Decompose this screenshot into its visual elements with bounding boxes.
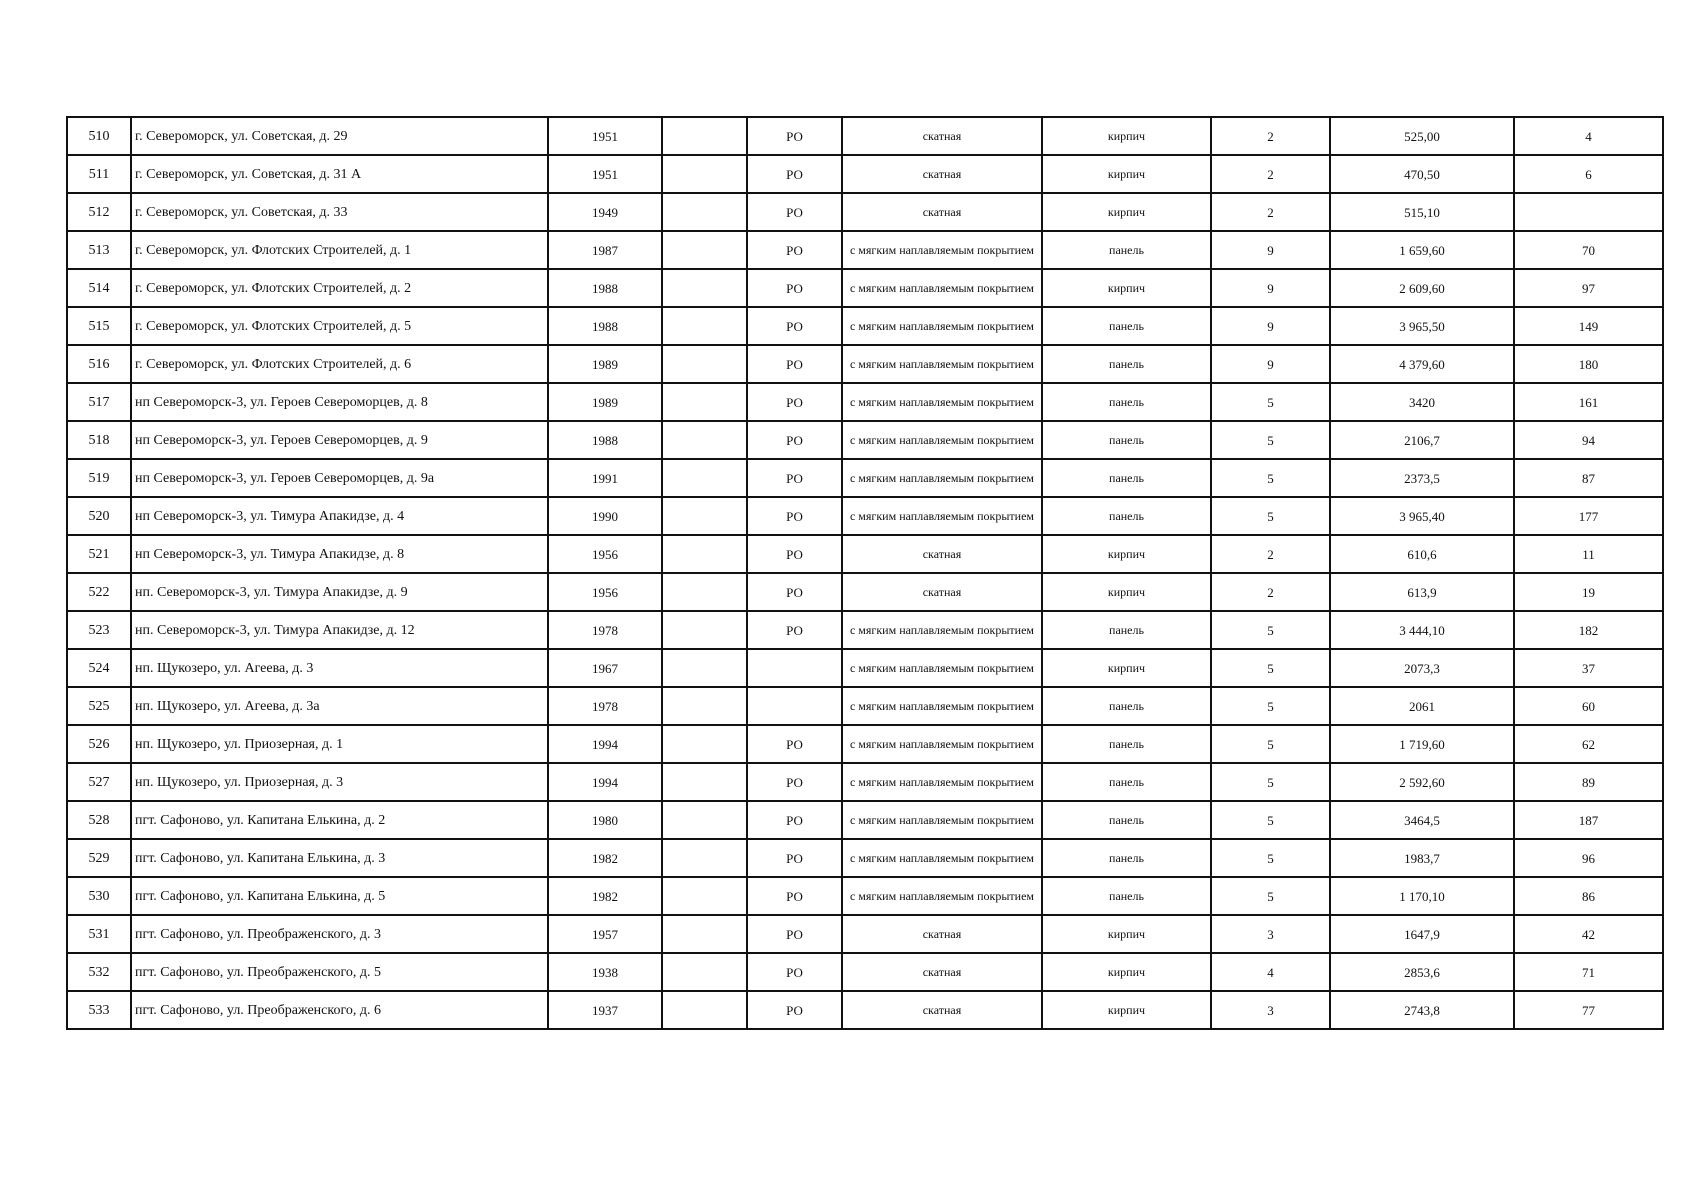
residents-cell: 149 — [1514, 307, 1663, 345]
residents-cell: 86 — [1514, 877, 1663, 915]
year-cell: 1956 — [548, 535, 662, 573]
empty-cell — [662, 839, 747, 877]
area-cell: 2061 — [1330, 687, 1514, 725]
row-number-cell: 522 — [67, 573, 131, 611]
floors-cell: 2 — [1211, 535, 1330, 573]
residents-cell: 77 — [1514, 991, 1663, 1029]
empty-cell — [662, 155, 747, 193]
roof-type-cell: с мягким наплавляемым покрытием — [842, 611, 1042, 649]
wall-material-cell: панель — [1042, 383, 1211, 421]
year-cell: 1988 — [548, 269, 662, 307]
area-cell: 2 592,60 — [1330, 763, 1514, 801]
roof-type-cell: с мягким наплавляемым покрытием — [842, 307, 1042, 345]
table-row — [67, 535, 1663, 573]
table-row — [67, 763, 1663, 801]
empty-cell — [662, 573, 747, 611]
floors-cell: 5 — [1211, 649, 1330, 687]
program-cell: РО — [747, 193, 842, 231]
floors-cell: 5 — [1211, 687, 1330, 725]
address-cell: нп. Щукозеро, ул. Агеева, д. 3 — [131, 649, 548, 687]
wall-material-cell: кирпич — [1042, 991, 1211, 1029]
residents-cell: 11 — [1514, 535, 1663, 573]
row-number-cell: 513 — [67, 231, 131, 269]
residents-cell: 42 — [1514, 915, 1663, 953]
roof-type-cell: с мягким наплавляемым покрытием — [842, 459, 1042, 497]
year-cell: 1988 — [548, 307, 662, 345]
roof-type-cell: с мягким наплавляемым покрытием — [842, 383, 1042, 421]
program-cell: РО — [747, 953, 842, 991]
area-cell: 3 444,10 — [1330, 611, 1514, 649]
residents-cell: 89 — [1514, 763, 1663, 801]
row-number-cell: 533 — [67, 991, 131, 1029]
row-number-cell: 525 — [67, 687, 131, 725]
year-cell: 1982 — [548, 877, 662, 915]
row-number-cell: 518 — [67, 421, 131, 459]
area-cell: 4 379,60 — [1330, 345, 1514, 383]
empty-cell — [662, 877, 747, 915]
wall-material-cell: кирпич — [1042, 649, 1211, 687]
address-cell: г. Североморск, ул. Флотских Строителей, д. 1 — [131, 231, 548, 269]
wall-material-cell: панель — [1042, 421, 1211, 459]
roof-type-cell: с мягким наплавляемым покрытием — [842, 687, 1042, 725]
roof-type-cell: с мягким наплавляемым покрытием — [842, 421, 1042, 459]
address-cell: нп Североморск-3, ул. Тимура Апакидзе, д. 8 — [131, 535, 548, 573]
row-number-cell: 512 — [67, 193, 131, 231]
program-cell: РО — [747, 345, 842, 383]
wall-material-cell: панель — [1042, 497, 1211, 535]
address-cell: г. Североморск, ул. Советская, д. 29 — [131, 117, 548, 155]
floors-cell: 5 — [1211, 763, 1330, 801]
year-cell: 1994 — [548, 763, 662, 801]
empty-cell — [662, 497, 747, 535]
wall-material-cell: кирпич — [1042, 269, 1211, 307]
table-row — [67, 383, 1663, 421]
year-cell: 1956 — [548, 573, 662, 611]
wall-material-cell: панель — [1042, 307, 1211, 345]
empty-cell — [662, 687, 747, 725]
floors-cell: 5 — [1211, 459, 1330, 497]
empty-cell — [662, 725, 747, 763]
row-number-cell: 524 — [67, 649, 131, 687]
table-row — [67, 345, 1663, 383]
year-cell: 1951 — [548, 117, 662, 155]
roof-type-cell: с мягким наплавляемым покрытием — [842, 877, 1042, 915]
roof-type-cell: с мягким наплавляемым покрытием — [842, 839, 1042, 877]
table-row — [67, 991, 1663, 1029]
table-row — [67, 611, 1663, 649]
address-cell: пгт. Сафоново, ул. Преображенского, д. 6 — [131, 991, 548, 1029]
floors-cell: 9 — [1211, 231, 1330, 269]
roof-type-cell: скатная — [842, 155, 1042, 193]
floors-cell: 4 — [1211, 953, 1330, 991]
table-row — [67, 459, 1663, 497]
floors-cell: 2 — [1211, 155, 1330, 193]
area-cell: 3420 — [1330, 383, 1514, 421]
year-cell: 1951 — [548, 155, 662, 193]
table-body — [67, 117, 1663, 1029]
area-cell: 1647,9 — [1330, 915, 1514, 953]
wall-material-cell: панель — [1042, 611, 1211, 649]
wall-material-cell: кирпич — [1042, 573, 1211, 611]
address-cell: нп. Щукозеро, ул. Приозерная, д. 3 — [131, 763, 548, 801]
year-cell: 1967 — [548, 649, 662, 687]
area-cell: 525,00 — [1330, 117, 1514, 155]
table-row — [67, 155, 1663, 193]
year-cell: 1989 — [548, 345, 662, 383]
wall-material-cell: панель — [1042, 459, 1211, 497]
program-cell: РО — [747, 611, 842, 649]
wall-material-cell: кирпич — [1042, 535, 1211, 573]
row-number-cell: 517 — [67, 383, 131, 421]
floors-cell: 9 — [1211, 345, 1330, 383]
area-cell: 3 965,40 — [1330, 497, 1514, 535]
address-cell: г. Североморск, ул. Флотских Строителей, д. 5 — [131, 307, 548, 345]
row-number-cell: 520 — [67, 497, 131, 535]
wall-material-cell: панель — [1042, 839, 1211, 877]
wall-material-cell: панель — [1042, 231, 1211, 269]
row-number-cell: 519 — [67, 459, 131, 497]
table-row — [67, 839, 1663, 877]
empty-cell — [662, 345, 747, 383]
year-cell: 1938 — [548, 953, 662, 991]
row-number-cell: 516 — [67, 345, 131, 383]
program-cell: РО — [747, 383, 842, 421]
table-row — [67, 725, 1663, 763]
floors-cell: 2 — [1211, 573, 1330, 611]
residents-cell: 19 — [1514, 573, 1663, 611]
program-cell: РО — [747, 915, 842, 953]
table-row — [67, 231, 1663, 269]
program-cell: РО — [747, 269, 842, 307]
program-cell: РО — [747, 459, 842, 497]
table-row — [67, 421, 1663, 459]
row-number-cell: 514 — [67, 269, 131, 307]
floors-cell: 9 — [1211, 307, 1330, 345]
residents-cell: 96 — [1514, 839, 1663, 877]
empty-cell — [662, 915, 747, 953]
program-cell: РО — [747, 421, 842, 459]
year-cell: 1989 — [548, 383, 662, 421]
year-cell: 1978 — [548, 611, 662, 649]
residents-cell: 187 — [1514, 801, 1663, 839]
address-cell: нп Североморск-3, ул. Тимура Апакидзе, д. 4 — [131, 497, 548, 535]
wall-material-cell: панель — [1042, 687, 1211, 725]
address-cell: нп. Щукозеро, ул. Агеева, д. 3а — [131, 687, 548, 725]
area-cell: 610,6 — [1330, 535, 1514, 573]
row-number-cell: 526 — [67, 725, 131, 763]
address-cell: нп. Щукозеро, ул. Приозерная, д. 1 — [131, 725, 548, 763]
roof-type-cell: скатная — [842, 535, 1042, 573]
row-number-cell: 527 — [67, 763, 131, 801]
roof-type-cell: с мягким наплавляемым покрытием — [842, 801, 1042, 839]
address-cell: нп Североморск-3, ул. Героев Североморцев, д. 9а — [131, 459, 548, 497]
residents-cell: 60 — [1514, 687, 1663, 725]
residents-cell: 97 — [1514, 269, 1663, 307]
address-cell: пгт. Сафоново, ул. Капитана Елькина, д. 5 — [131, 877, 548, 915]
floors-cell: 5 — [1211, 801, 1330, 839]
area-cell: 1 719,60 — [1330, 725, 1514, 763]
table-row — [67, 307, 1663, 345]
floors-cell: 5 — [1211, 877, 1330, 915]
area-cell: 1 659,60 — [1330, 231, 1514, 269]
address-cell: нп Североморск-3, ул. Героев Североморцев, д. 8 — [131, 383, 548, 421]
program-cell: РО — [747, 535, 842, 573]
program-cell: РО — [747, 497, 842, 535]
row-number-cell: 531 — [67, 915, 131, 953]
residents-cell: 180 — [1514, 345, 1663, 383]
program-cell: РО — [747, 155, 842, 193]
residents-cell: 70 — [1514, 231, 1663, 269]
residents-cell: 62 — [1514, 725, 1663, 763]
table-row — [67, 193, 1663, 231]
year-cell: 1937 — [548, 991, 662, 1029]
table-row — [67, 687, 1663, 725]
empty-cell — [662, 459, 747, 497]
floors-cell: 3 — [1211, 915, 1330, 953]
residents-cell: 71 — [1514, 953, 1663, 991]
residents-cell: 161 — [1514, 383, 1663, 421]
roof-type-cell: с мягким наплавляемым покрытием — [842, 763, 1042, 801]
table-row — [67, 117, 1663, 155]
address-cell: г. Североморск, ул. Флотских Строителей, д. 6 — [131, 345, 548, 383]
area-cell: 2373,5 — [1330, 459, 1514, 497]
area-cell: 515,10 — [1330, 193, 1514, 231]
area-cell: 1983,7 — [1330, 839, 1514, 877]
address-cell: пгт. Сафоново, ул. Капитана Елькина, д. 3 — [131, 839, 548, 877]
floors-cell: 9 — [1211, 269, 1330, 307]
row-number-cell: 510 — [67, 117, 131, 155]
program-cell: РО — [747, 117, 842, 155]
wall-material-cell: кирпич — [1042, 953, 1211, 991]
floors-cell: 3 — [1211, 991, 1330, 1029]
program-cell: РО — [747, 839, 842, 877]
address-cell: нп. Североморск-3, ул. Тимура Апакидзе, д. 12 — [131, 611, 548, 649]
roof-type-cell: с мягким наплавляемым покрытием — [842, 269, 1042, 307]
roof-type-cell: скатная — [842, 953, 1042, 991]
row-number-cell: 529 — [67, 839, 131, 877]
year-cell: 1957 — [548, 915, 662, 953]
program-cell: РО — [747, 763, 842, 801]
table-row — [67, 915, 1663, 953]
residents-cell: 177 — [1514, 497, 1663, 535]
wall-material-cell: кирпич — [1042, 155, 1211, 193]
residents-cell: 6 — [1514, 155, 1663, 193]
area-cell: 3464,5 — [1330, 801, 1514, 839]
program-cell: РО — [747, 991, 842, 1029]
row-number-cell: 532 — [67, 953, 131, 991]
year-cell: 1994 — [548, 725, 662, 763]
row-number-cell: 515 — [67, 307, 131, 345]
empty-cell — [662, 231, 747, 269]
roof-type-cell: с мягким наплавляемым покрытием — [842, 725, 1042, 763]
wall-material-cell: панель — [1042, 877, 1211, 915]
table-row — [67, 649, 1663, 687]
table-row — [67, 269, 1663, 307]
wall-material-cell: панель — [1042, 763, 1211, 801]
area-cell: 2 609,60 — [1330, 269, 1514, 307]
roof-type-cell: скатная — [842, 117, 1042, 155]
roof-type-cell: скатная — [842, 991, 1042, 1029]
program-cell: РО — [747, 725, 842, 763]
area-cell: 2073,3 — [1330, 649, 1514, 687]
area-cell: 470,50 — [1330, 155, 1514, 193]
floors-cell: 5 — [1211, 497, 1330, 535]
area-cell: 1 170,10 — [1330, 877, 1514, 915]
program-cell — [747, 687, 842, 725]
row-number-cell: 521 — [67, 535, 131, 573]
empty-cell — [662, 953, 747, 991]
year-cell: 1991 — [548, 459, 662, 497]
table-row — [67, 801, 1663, 839]
row-number-cell: 511 — [67, 155, 131, 193]
row-number-cell: 528 — [67, 801, 131, 839]
roof-type-cell: с мягким наплавляемым покрытием — [842, 497, 1042, 535]
address-cell: нп. Североморск-3, ул. Тимура Апакидзе, д. 9 — [131, 573, 548, 611]
area-cell: 2853,6 — [1330, 953, 1514, 991]
residents-cell: 37 — [1514, 649, 1663, 687]
floors-cell: 5 — [1211, 839, 1330, 877]
roof-type-cell: с мягким наплавляемым покрытием — [842, 345, 1042, 383]
floors-cell: 5 — [1211, 421, 1330, 459]
program-cell: РО — [747, 307, 842, 345]
address-cell: г. Североморск, ул. Советская, д. 33 — [131, 193, 548, 231]
year-cell: 1980 — [548, 801, 662, 839]
wall-material-cell: кирпич — [1042, 193, 1211, 231]
empty-cell — [662, 421, 747, 459]
floors-cell: 2 — [1211, 193, 1330, 231]
address-cell: г. Североморск, ул. Советская, д. 31 А — [131, 155, 548, 193]
table-row — [67, 497, 1663, 535]
program-cell: РО — [747, 573, 842, 611]
floors-cell: 2 — [1211, 117, 1330, 155]
empty-cell — [662, 269, 747, 307]
address-cell: нп Североморск-3, ул. Героев Североморцев, д. 9 — [131, 421, 548, 459]
empty-cell — [662, 649, 747, 687]
empty-cell — [662, 991, 747, 1029]
empty-cell — [662, 193, 747, 231]
address-cell: пгт. Сафоново, ул. Преображенского, д. 3 — [131, 915, 548, 953]
residents-cell: 94 — [1514, 421, 1663, 459]
wall-material-cell: кирпич — [1042, 117, 1211, 155]
year-cell: 1987 — [548, 231, 662, 269]
floors-cell: 5 — [1211, 725, 1330, 763]
area-cell: 2106,7 — [1330, 421, 1514, 459]
table-row — [67, 953, 1663, 991]
residents-cell: 4 — [1514, 117, 1663, 155]
wall-material-cell: кирпич — [1042, 915, 1211, 953]
program-cell: РО — [747, 801, 842, 839]
program-cell — [747, 649, 842, 687]
roof-type-cell: с мягким наплавляемым покрытием — [842, 231, 1042, 269]
roof-type-cell: скатная — [842, 193, 1042, 231]
empty-cell — [662, 611, 747, 649]
empty-cell — [662, 763, 747, 801]
wall-material-cell: панель — [1042, 725, 1211, 763]
floors-cell: 5 — [1211, 383, 1330, 421]
address-cell: пгт. Сафоново, ул. Преображенского, д. 5 — [131, 953, 548, 991]
roof-type-cell: скатная — [842, 573, 1042, 611]
year-cell: 1982 — [548, 839, 662, 877]
residents-cell: 182 — [1514, 611, 1663, 649]
address-cell: г. Североморск, ул. Флотских Строителей, д. 2 — [131, 269, 548, 307]
table-row — [67, 573, 1663, 611]
area-cell: 613,9 — [1330, 573, 1514, 611]
residents-cell — [1514, 193, 1663, 231]
year-cell: 1990 — [548, 497, 662, 535]
area-cell: 3 965,50 — [1330, 307, 1514, 345]
row-number-cell: 530 — [67, 877, 131, 915]
wall-material-cell: панель — [1042, 801, 1211, 839]
roof-type-cell: скатная — [842, 915, 1042, 953]
empty-cell — [662, 117, 747, 155]
residents-cell: 87 — [1514, 459, 1663, 497]
year-cell: 1978 — [548, 687, 662, 725]
empty-cell — [662, 535, 747, 573]
empty-cell — [662, 383, 747, 421]
floors-cell: 5 — [1211, 611, 1330, 649]
address-cell: пгт. Сафоново, ул. Капитана Елькина, д. 2 — [131, 801, 548, 839]
year-cell: 1949 — [548, 193, 662, 231]
area-cell: 2743,8 — [1330, 991, 1514, 1029]
wall-material-cell: панель — [1042, 345, 1211, 383]
table-row — [67, 877, 1663, 915]
empty-cell — [662, 307, 747, 345]
year-cell: 1988 — [548, 421, 662, 459]
row-number-cell: 523 — [67, 611, 131, 649]
housing-table — [66, 116, 1664, 1030]
program-cell: РО — [747, 231, 842, 269]
empty-cell — [662, 801, 747, 839]
program-cell: РО — [747, 877, 842, 915]
roof-type-cell: с мягким наплавляемым покрытием — [842, 649, 1042, 687]
